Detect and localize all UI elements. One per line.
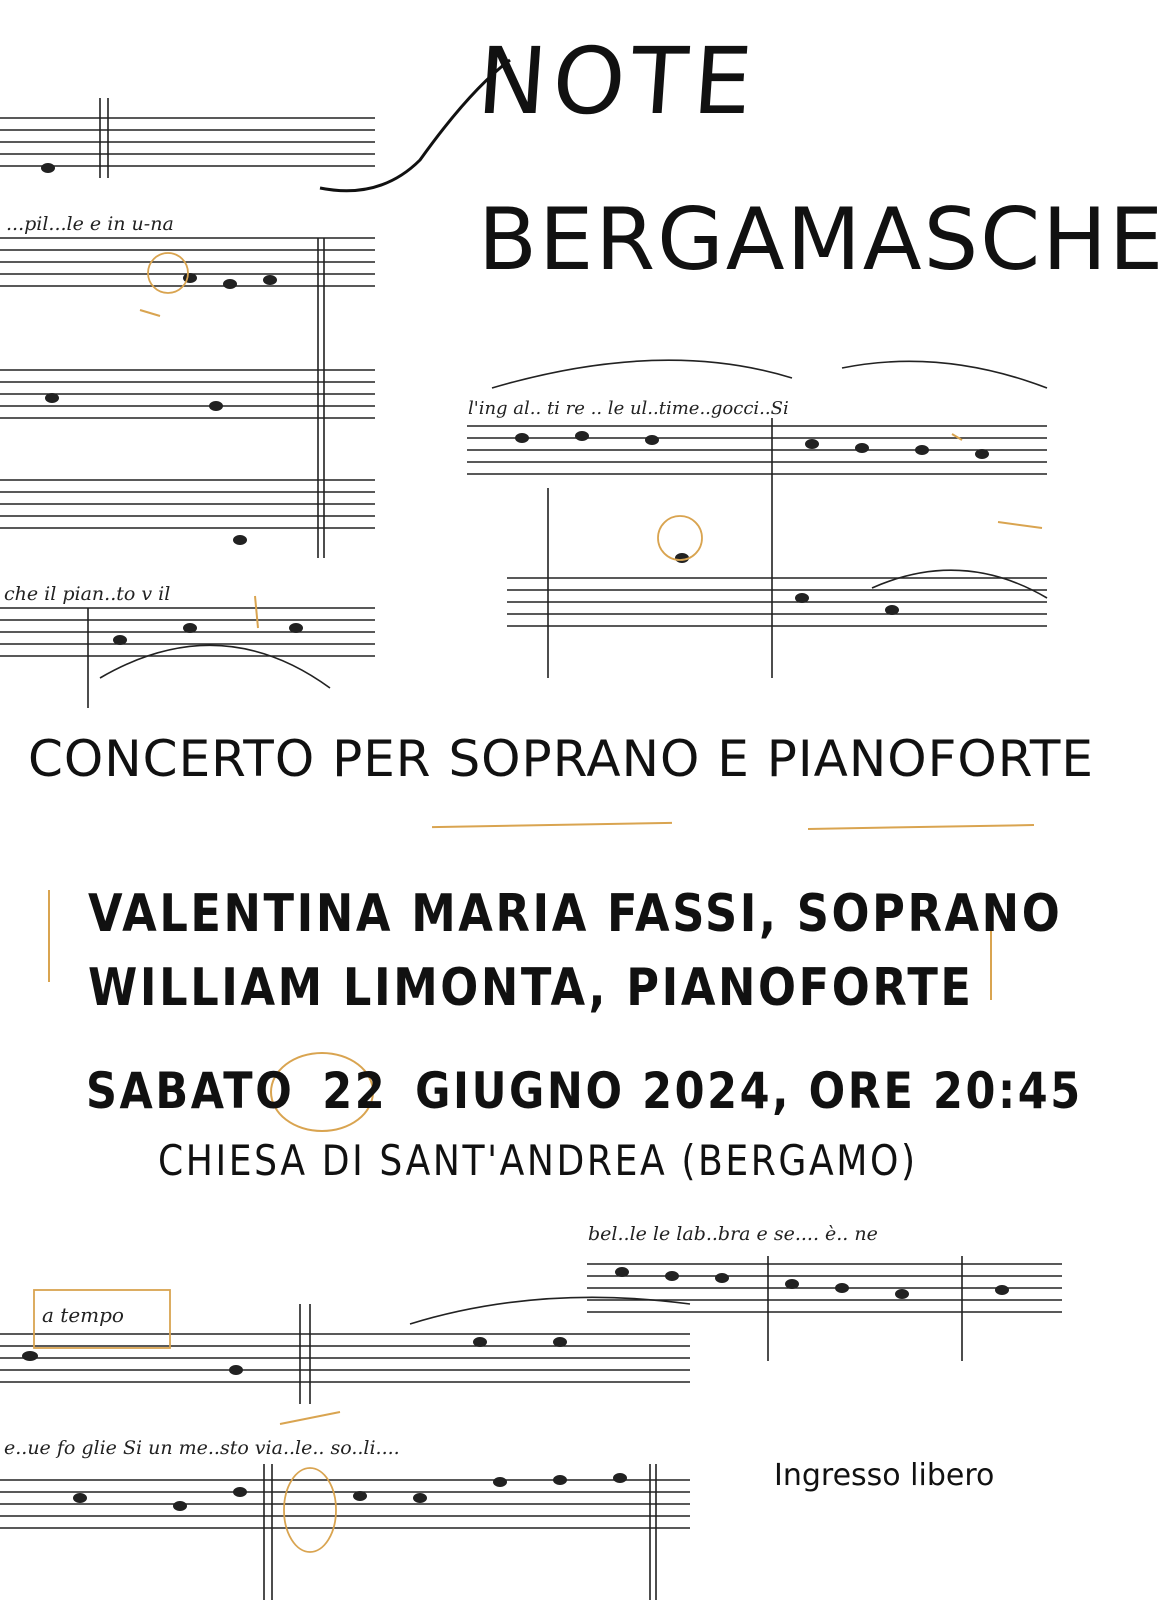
subtitle-underline	[808, 824, 1034, 830]
score-fragment-top-right	[462, 348, 1052, 684]
bracket-left	[48, 890, 50, 982]
performer-soprano: VALENTINA MARIA FASSI, SOPRANO	[88, 884, 1063, 944]
title-line-2: BERGAMASCHE	[478, 190, 1165, 290]
date-day: 22	[322, 1062, 388, 1120]
date-weekday: SABATO	[86, 1062, 295, 1120]
concert-date	[86, 1062, 1083, 1120]
performer-pianist: WILLIAM LIMONTA, PIANOFORTE	[88, 958, 974, 1018]
free-entry-note: Ingresso libero	[774, 1458, 995, 1493]
lyrics-fragment: l'ing al.. ti re .. le ul..time..gocci..Si	[468, 398, 789, 419]
lyrics-fragment: bel..le le lab..bra e se.... è.. ne	[588, 1223, 878, 1245]
subtitle-underline	[432, 822, 672, 828]
concert-venue: CHIESA DI SANT'ANDREA (BERGAMO)	[158, 1136, 918, 1185]
title-line-1: NOTE	[474, 28, 762, 135]
lyrics-fragment: che il pian..to v il	[4, 583, 171, 605]
lyrics-fragment: ...pil...le e in u-na	[6, 213, 174, 235]
score-fragment-bottom-left	[0, 1284, 690, 1600]
tempo-marking: a tempo	[42, 1303, 124, 1327]
lyrics-fragment: e..ue fo glie Si un me..sto via..le.. so..li....	[4, 1437, 400, 1459]
concert-subtitle: CONCERTO PER SOPRANO E PIANOFORTE	[28, 730, 1094, 788]
date-rest: GIUGNO 2024, ORE 20:45	[415, 1062, 1083, 1120]
